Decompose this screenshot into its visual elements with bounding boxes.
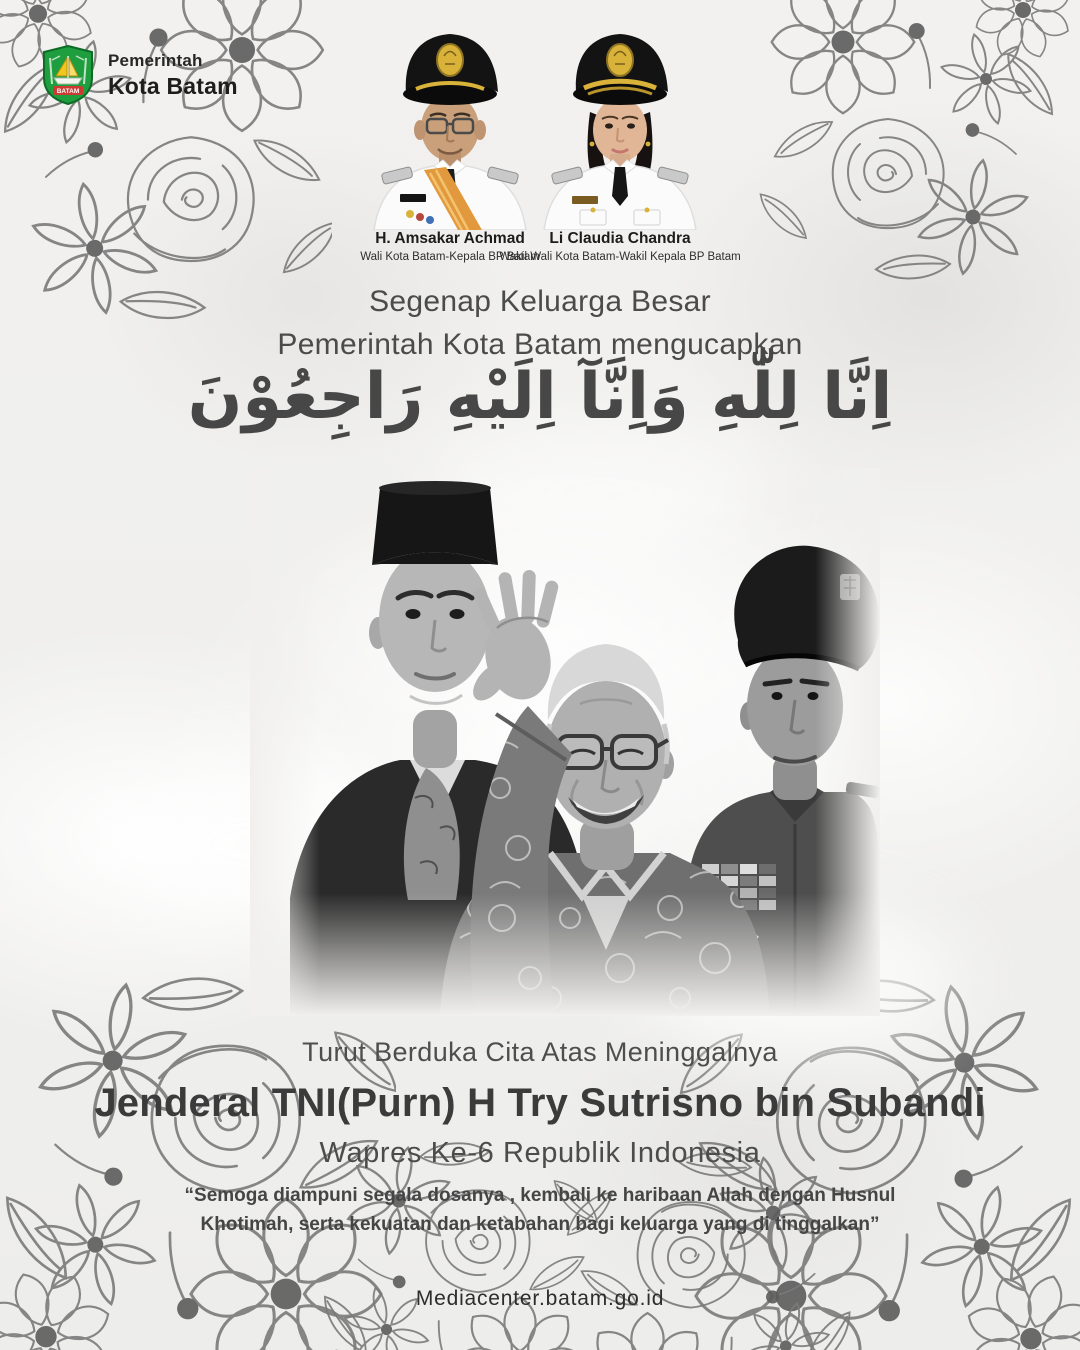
deceased-role: Wapres Ke-6 Republik Indonesia bbox=[319, 1137, 761, 1169]
condolence-quote-text: “Semoga diampuni segala dosanya , kembali ke haribaan Allah dengan Husnul Khotimah, serta kekuatan dan ketabahan bagi keluarga yang di tinggalkan” bbox=[184, 1185, 896, 1236]
intro-text bbox=[0, 281, 1080, 366]
floral-corner-top-right bbox=[738, 0, 1080, 282]
deceased-name: Jenderal TNI(Purn) H Try Sutrisno bin Subandi bbox=[94, 1081, 986, 1125]
logo-line1: Pemerintah bbox=[108, 50, 203, 70]
arabic-calligraphy: اِنَّا لِلّٰهِ وَاِنَّآ اِلَيْهِ رَاجِعُوْنَ bbox=[187, 360, 893, 434]
official-name: Li Claudia Chandra bbox=[549, 230, 691, 247]
official-name: H. Amsakar Achmad bbox=[375, 230, 525, 247]
footer-url: Mediacenter.batam.go.id bbox=[415, 1287, 665, 1310]
official-label-vice-mayor bbox=[470, 230, 770, 263]
official-title: Wali Kota Batam-Kepala BP Batam bbox=[360, 251, 540, 263]
portrait-mayor bbox=[360, 20, 540, 230]
logo-line2: Kota Batam bbox=[108, 72, 238, 99]
government-logo bbox=[40, 44, 238, 106]
memorial-photo-montage bbox=[250, 468, 880, 1016]
intro-line1: Segenap Keluarga Besar bbox=[369, 285, 711, 318]
portrait-vice-mayor bbox=[530, 20, 710, 230]
official-title: Wakil Wali Kota Batam-Wakil Kepala BP Batam bbox=[499, 251, 741, 263]
intro-line2: Pemerintah Kota Batam mengucapkan bbox=[277, 327, 803, 361]
shield-banner-label: BATAM bbox=[56, 88, 80, 95]
batam-shield-icon bbox=[40, 44, 96, 106]
condolence-lead: Turut Berduka Cita Atas Meninggalnya bbox=[302, 1037, 778, 1067]
condolence-quote bbox=[0, 1181, 1080, 1240]
floral-bottom-edge-left bbox=[300, 1140, 600, 1350]
floral-bottom-edge-right bbox=[560, 1150, 880, 1350]
